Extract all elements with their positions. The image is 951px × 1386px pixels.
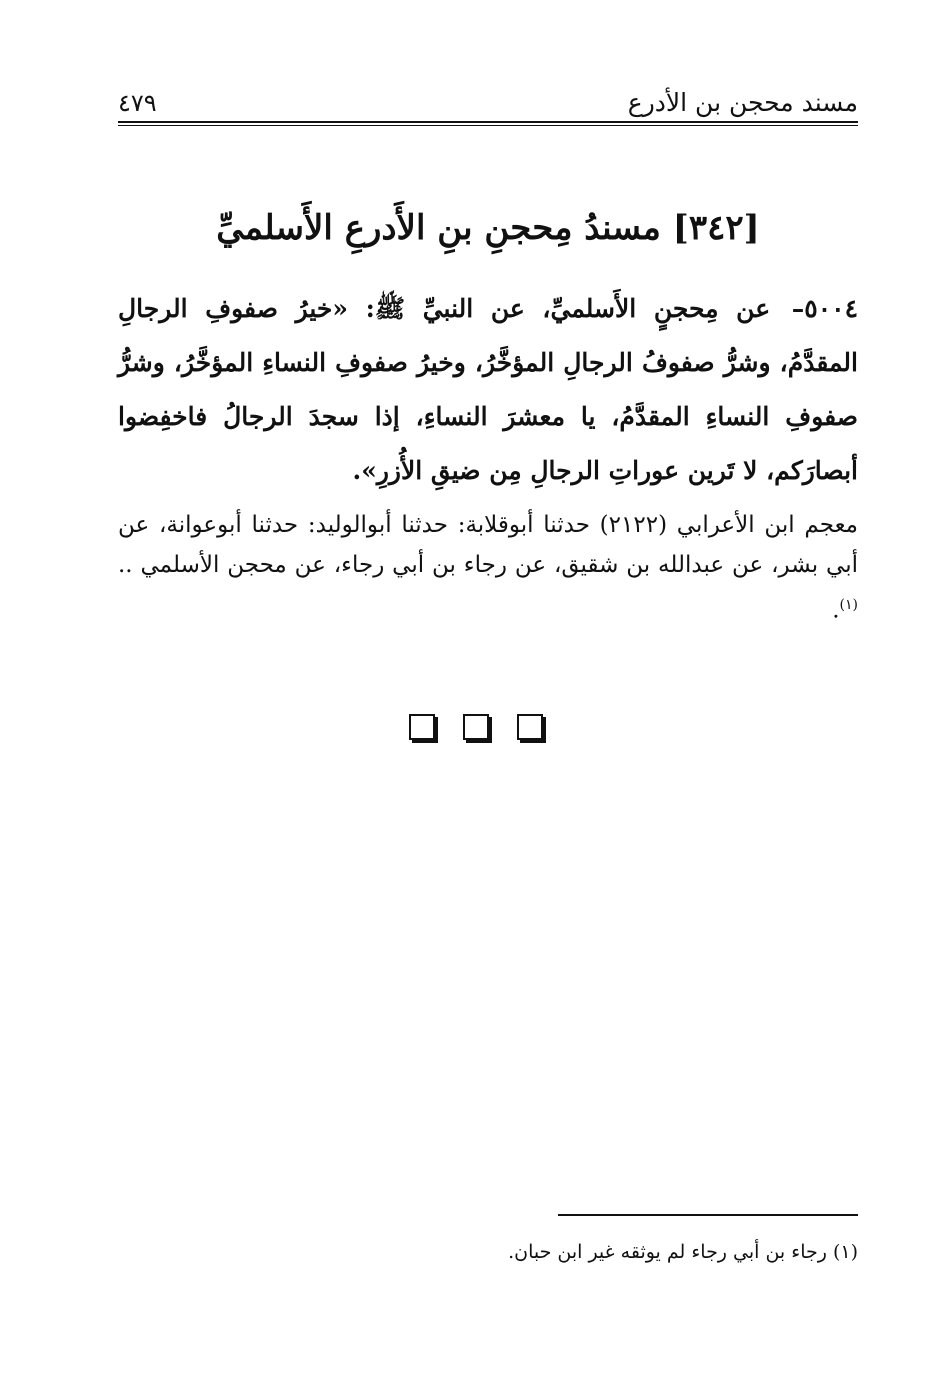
section-separator [0,714,951,740]
square-ornament-icon [463,714,489,740]
source-end: . [832,597,840,624]
source-paragraph [118,505,858,631]
page-number: ٤٧٩ [118,89,157,117]
footnote-marker: (١) [839,597,858,613]
source-text: معجم ابن الأعرابي (٢١٢٢) حدثنا أبوقلابة: حدثنا أبوالوليد: حدثنا أبوعوانة، عن أبي بشر، عن عبدالله بن شقيق، عن رجاء بن أبي رجاء، عن محجن الأسلمي .. [118,512,858,578]
hadith-number: ٥٠٠٤– [791,294,858,323]
footnote-rule [558,1214,858,1216]
running-title: مسند محجن بن الأدرع [627,88,858,117]
header-rule [118,121,858,123]
running-header [118,82,858,118]
square-ornament-icon [409,714,435,740]
section-title: [٣٤٢] مسندُ مِحجنِ بنِ الأَدرعِ الأَسلميِّ [216,208,760,248]
footnote: (١) رجاء بن أبي رجاء لم يوثقه غير ابن حبان. [508,1241,858,1263]
square-ornament-icon [517,714,543,740]
hadith-paragraph [118,282,858,498]
hadith-text: عن مِحجنٍ الأَسلميِّ، عن النبيِّ ﷺ: «خيرُ صفوفِ الرجالِ المقدَّمُ، وشرُّ صفوفُ الرجالِ المؤخَّرُ، وخيرُ صفوفِ النساءِ المؤخَّرُ، وشرُّ صفوفِ النساءِ المقدَّمُ، يا معشرَ النساءِ، إذا سجدَ الرجالُ فاخفِضوا أبصارَكم، لا تَرين عوراتِ الرجالِ مِن ضيقِ الأُزرِ». [118,294,858,485]
header-rule-thin [118,125,858,126]
